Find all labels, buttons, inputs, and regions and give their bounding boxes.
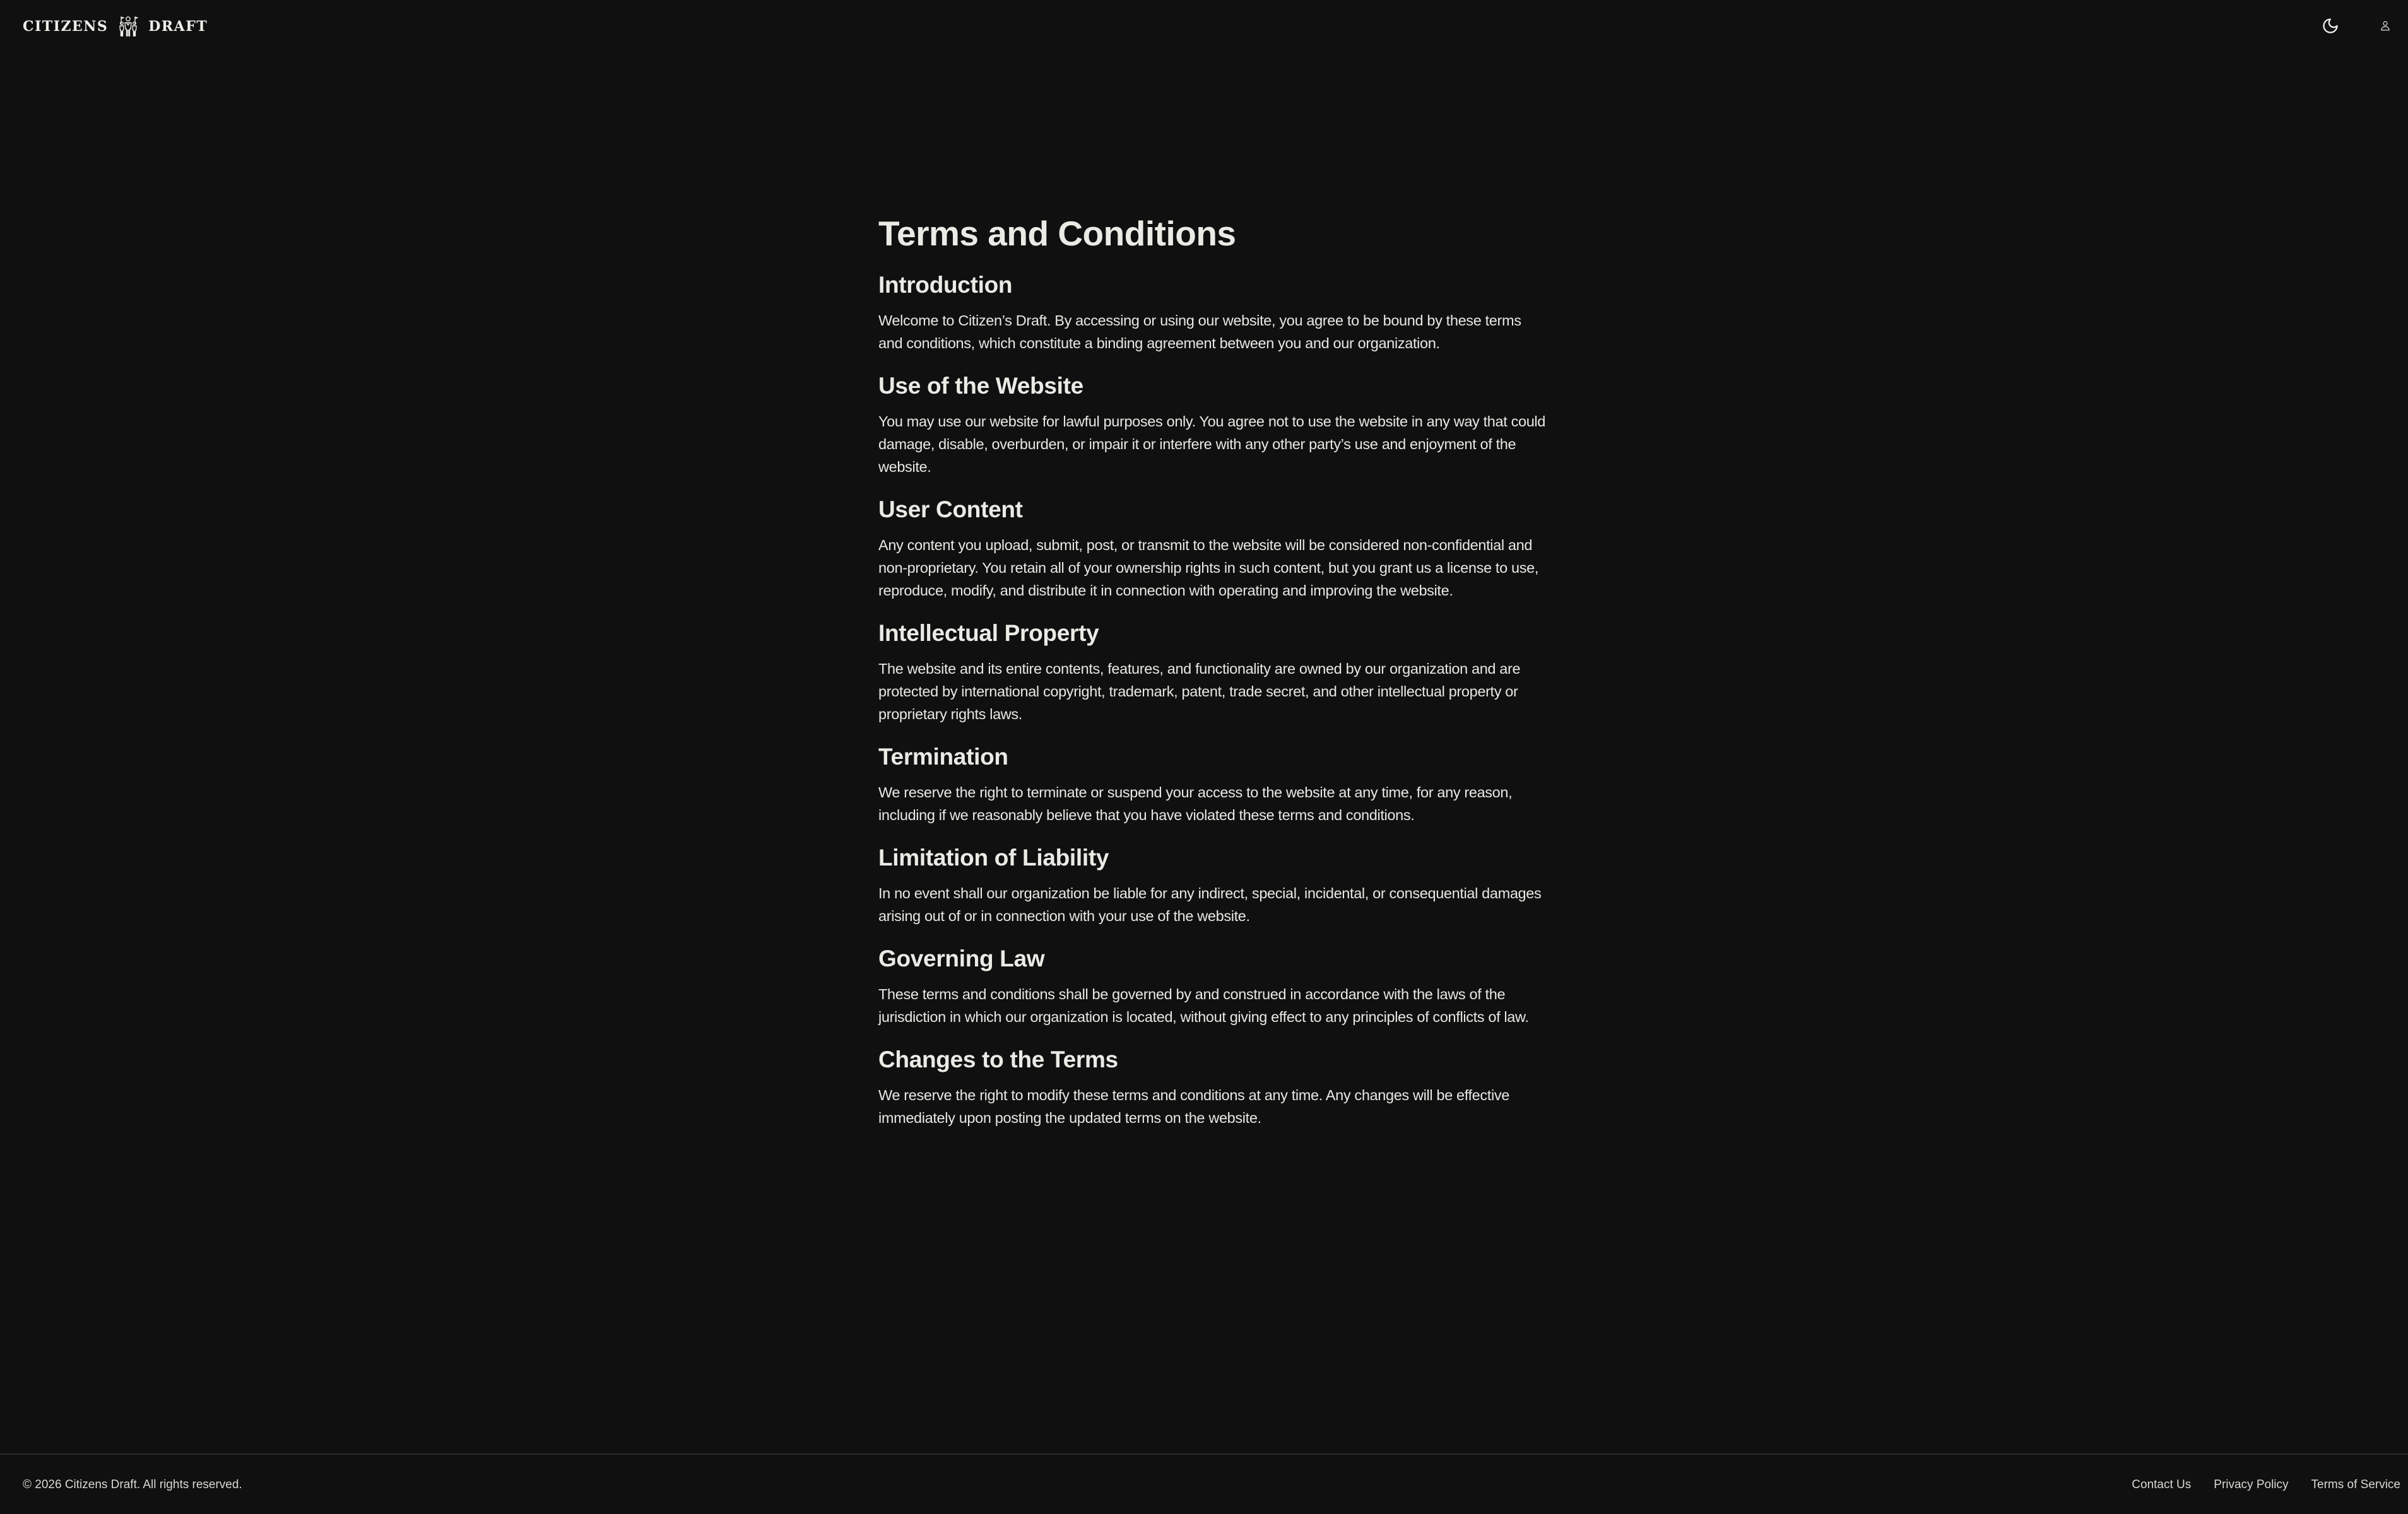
section-body: Welcome to Citizen’s Draft. By accessing or using our website, you agree to be bound by these terms and conditions, which constitute a binding agreement between you and our organization.: [878, 312, 1521, 351]
section-title: User Content: [878, 496, 1023, 522]
section-user-content: [878, 492, 1547, 602]
user-account-button[interactable]: [2376, 17, 2394, 35]
section-termination: [878, 739, 1547, 826]
section-body: In no event shall our organization be liable for any indirect, special, incidental, or consequential damages arising out of or in connection with your use of the website.: [878, 885, 1542, 924]
user-icon: [2380, 20, 2391, 32]
copyright-text: © 2026 Citizens Draft. All rights reserved.: [23, 1478, 242, 1491]
section-title: Termination: [878, 744, 1008, 770]
section-body: Any content you upload, submit, post, or transmit to the website will be considered non-confidential and non-proprietary. You retain all of your ownership rights in such content, but you grant us a license to use, reproduce, modify, and distribute it in connection with operating and improving the website.: [878, 537, 1539, 599]
section-title: Governing Law: [878, 946, 1045, 971]
section-title: Use of the Website: [878, 373, 1083, 399]
terms-content: [878, 208, 1547, 1143]
section-intellectual-property: [878, 616, 1547, 725]
section-body: We reserve the right to modify these terms and conditions at any time. Any changes will be effective immediately upon posting the updated terms on the website.: [878, 1087, 1509, 1126]
section-body: We reserve the right to terminate or suspend your access to the website at any time, for any reason, including if we reasonably believe that you have violated these terms and conditions.: [878, 784, 1513, 823]
logo-word-draft: DRAFT: [148, 18, 208, 35]
section-body: These terms and conditions shall be governed by and construed in accordance with the laws of the jurisdiction in which our organization is located, without giving effect to any principles of conflicts of law.: [878, 986, 1529, 1025]
section-body: You may use our website for lawful purposes only. You agree not to use the website in any way that could damage, disable, overburden, or impair it or interfere with any other party’s use and enjoyment of the website.: [878, 413, 1546, 475]
section-title: Changes to the Terms: [878, 1047, 1118, 1072]
logo-word-citizens: CITIZENS: [23, 18, 109, 35]
moon-icon: [2322, 17, 2339, 35]
section-title: Introduction: [878, 272, 1013, 298]
footer-link-privacy-policy[interactable]: Privacy Policy: [2214, 1478, 2289, 1491]
section-changes-to-terms: [878, 1042, 1547, 1129]
theme-toggle-button[interactable]: [2319, 15, 2342, 37]
footer-link-terms-of-service[interactable]: Terms of Service: [2311, 1478, 2400, 1491]
logo-home-link[interactable]: [23, 15, 208, 38]
section-limitation-of-liability: [878, 840, 1547, 927]
section-introduction: [878, 267, 1547, 355]
section-governing-law: [878, 941, 1547, 1028]
site-footer: [0, 1453, 2408, 1514]
page-title: Terms and Conditions: [878, 214, 1236, 253]
section-title: Intellectual Property: [878, 620, 1099, 646]
section-use-of-website: [878, 368, 1547, 478]
site-header: [0, 0, 2408, 53]
section-body: The website and its entire contents, features, and functionality are owned by our organization and are protected by international copyright, trademark, patent, trade secret, and other intellectual property or proprietary rights laws.: [878, 660, 1521, 722]
footer-link-contact-us[interactable]: Contact Us: [2132, 1478, 2192, 1491]
citizens-group-icon: [117, 15, 139, 38]
section-title: Limitation of Liability: [878, 845, 1109, 871]
footer-nav: [2132, 1477, 2400, 1493]
